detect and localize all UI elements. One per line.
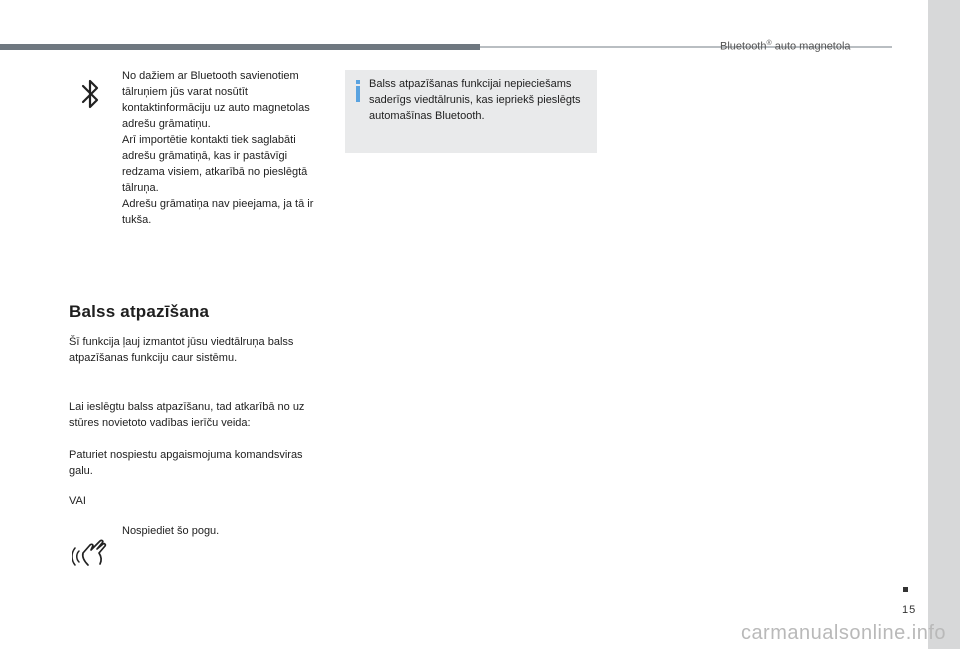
- voice-paragraph-3: Paturiet nospiestu apgaismojuma komandsviras galu.: [69, 449, 303, 477]
- contacts-paragraph-2: Arī importētie kontakti tiek saglabāti adrešu grāmatiņā, kas ir pastāvīgi redzama visiem, atkarībā no pieslēgtā tālruņa.: [122, 134, 308, 194]
- header-rule-dark: [0, 44, 480, 50]
- touch-press-icon: [72, 535, 110, 569]
- section-header-title: [720, 40, 851, 53]
- info-icon: [353, 80, 363, 102]
- header-brand: Bluetooth: [720, 40, 767, 53]
- registered-mark: ®: [766, 40, 772, 47]
- bluetooth-icon: [79, 76, 101, 112]
- continuation-marker: [903, 587, 908, 592]
- page-number: 15: [902, 604, 917, 616]
- contacts-text-block: [122, 68, 318, 228]
- contacts-paragraph-3: Adrešu grāmatiņa nav pieejama, ja tā ir tukša.: [122, 198, 314, 226]
- contacts-paragraph-1: No dažiem ar Bluetooth savienotiem tālruņiem jūs varat nosūtīt kontaktinformāciju uz auto magnetolas adrešu grāmatiņu.: [122, 70, 310, 130]
- info-box-text: Balss atpazīšanas funkcijai nepieciešams saderīgs viedtālrunis, kas iepriekš pieslēgts automašīnas Bluetooth.: [369, 78, 581, 122]
- watermark: carmanualsonline.info: [740, 622, 946, 644]
- press-button-text: Nospiediet šo pogu.: [122, 525, 220, 537]
- page-edge-sidebar: [928, 0, 960, 649]
- header-title-rest: auto magnetola: [771, 40, 851, 53]
- voice-paragraph-1: Šī funkcija ļauj izmantot jūsu viedtālruņa balss atpazīšanas funkciju caur sistēmu.: [69, 336, 294, 364]
- or-label: VAI: [69, 495, 86, 507]
- section-heading: Balss atpazīšana: [69, 302, 210, 321]
- voice-paragraph-2: Lai ieslēgtu balss atpazīšanu, tad atkarībā no uz stūres novietoto vadības ierīču veida:: [69, 401, 305, 429]
